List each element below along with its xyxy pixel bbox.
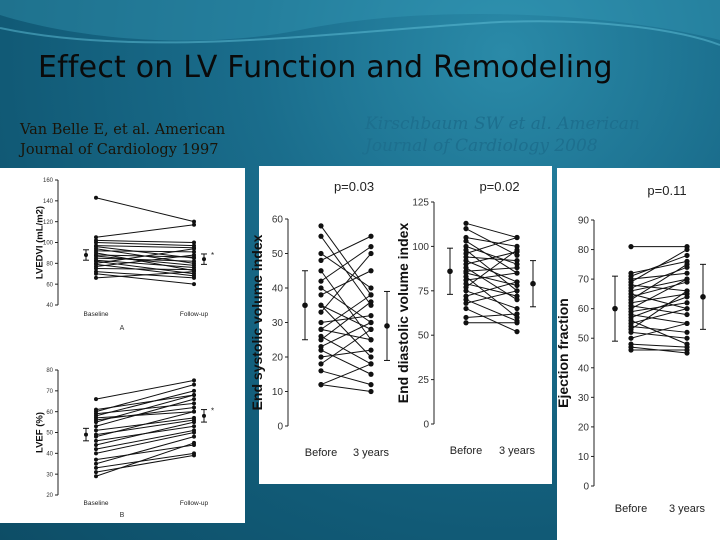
data-point-after — [192, 424, 196, 428]
paired-line — [631, 273, 687, 279]
data-point-after — [514, 247, 519, 252]
x-category-label: Baseline — [83, 311, 109, 318]
chart-group-2 — [249, 179, 390, 459]
data-point-before — [94, 447, 98, 451]
mean-marker — [530, 281, 536, 287]
data-point-after — [192, 393, 196, 397]
y-axis-label: LVEF (%) — [34, 412, 46, 453]
paired-line — [96, 445, 194, 460]
chart-svg-panel0 — [0, 168, 245, 355]
x-category-label: 3 years — [668, 503, 706, 515]
data-point-before — [318, 354, 323, 359]
chart-svg-panel1 — [0, 355, 245, 523]
data-point-after — [192, 223, 196, 227]
y-tick-label: 20 — [46, 493, 53, 500]
paired-line — [631, 261, 687, 273]
data-point-before — [94, 424, 98, 428]
data-point-after — [684, 271, 689, 276]
data-point-after — [684, 306, 689, 311]
data-point-after — [192, 282, 196, 286]
data-point-after — [368, 268, 373, 273]
panel-label: A — [119, 325, 125, 332]
data-point-after — [684, 247, 689, 252]
data-point-after — [514, 329, 519, 334]
data-point-after — [192, 397, 196, 401]
data-point-before — [318, 258, 323, 263]
paired-line — [96, 385, 194, 412]
x-category-label: Follow-up — [179, 500, 209, 507]
data-point-before — [94, 397, 98, 401]
data-point-before — [318, 348, 323, 353]
y-tick-label: 30 — [577, 392, 589, 404]
paired-line — [96, 274, 194, 284]
data-point-before — [94, 196, 98, 200]
data-point-before — [318, 303, 323, 308]
chart-ejection-fraction — [557, 168, 720, 540]
y-tick-label: 160 — [42, 178, 53, 185]
y-axis-label: Ejection fraction — [555, 298, 571, 408]
paired-line — [321, 316, 371, 323]
data-point-after — [192, 378, 196, 382]
data-point-before — [94, 428, 98, 432]
data-point-after — [684, 330, 689, 335]
data-point-after — [368, 313, 373, 318]
data-point-after — [368, 382, 373, 387]
y-tick-label: 100 — [42, 240, 53, 247]
data-point-after — [192, 431, 196, 435]
data-point-before — [94, 272, 98, 276]
data-point-before — [318, 285, 323, 290]
data-point-after — [514, 320, 519, 325]
y-tick-label: 25 — [417, 375, 429, 387]
data-point-before — [463, 238, 468, 243]
p-value-label: p=0.02 — [479, 179, 520, 194]
paired-line — [321, 385, 371, 392]
data-point-after — [368, 389, 373, 394]
paired-line — [96, 198, 194, 222]
data-point-before — [463, 320, 468, 325]
data-point-after — [684, 347, 689, 352]
mean-marker — [84, 433, 88, 437]
mean-marker — [447, 268, 453, 274]
paired-line — [96, 243, 194, 246]
x-category-label: 3 years — [352, 447, 390, 459]
data-point-before — [94, 443, 98, 447]
data-point-before — [318, 368, 323, 373]
y-tick-label: 125 — [412, 197, 429, 209]
paired-line — [631, 323, 687, 338]
data-point-before — [318, 223, 323, 228]
y-tick-label: 40 — [46, 451, 53, 458]
data-point-before — [94, 439, 98, 443]
paired-line — [321, 336, 371, 364]
paired-line — [321, 371, 371, 385]
chart-lvedvi — [0, 168, 245, 355]
panel-label: B — [119, 512, 125, 519]
y-tick-label: 80 — [46, 261, 53, 268]
x-category-label: Follow-up — [179, 311, 209, 318]
data-point-after — [514, 265, 519, 270]
paired-line — [466, 291, 517, 303]
data-point-before — [94, 420, 98, 424]
y-tick-label: 100 — [412, 241, 429, 253]
data-point-after — [368, 337, 373, 342]
data-point-after — [368, 251, 373, 256]
data-point-before — [318, 279, 323, 284]
y-tick-label: 120 — [42, 219, 53, 226]
data-point-after — [192, 270, 196, 274]
paired-line — [466, 223, 517, 237]
data-point-before — [463, 288, 468, 293]
data-point-after — [368, 285, 373, 290]
significance-marker: * — [211, 406, 215, 416]
data-point-after — [684, 262, 689, 267]
data-point-after — [514, 270, 519, 275]
paired-line — [96, 225, 194, 237]
data-point-after — [192, 253, 196, 257]
mean-marker — [384, 323, 390, 329]
data-point-after — [684, 277, 689, 282]
paired-line — [321, 295, 371, 330]
chart-group-3 — [395, 179, 536, 457]
paired-line — [631, 344, 687, 347]
paired-line — [321, 236, 371, 260]
data-point-after — [368, 327, 373, 332]
data-point-after — [514, 235, 519, 240]
data-point-after — [514, 306, 519, 311]
paired-line — [631, 332, 687, 338]
data-point-after — [684, 288, 689, 293]
y-tick-label: 140 — [42, 198, 53, 205]
y-axis-label: End diastolic volume index — [395, 222, 411, 404]
y-tick-label: 30 — [271, 318, 283, 329]
data-point-before — [318, 292, 323, 297]
data-point-after — [514, 311, 519, 316]
y-tick-label: 40 — [577, 363, 589, 375]
data-point-after — [368, 299, 373, 304]
paired-line — [96, 269, 194, 270]
mean-marker — [612, 306, 618, 312]
data-point-before — [318, 337, 323, 342]
y-axis-label: End systolic volume index — [249, 234, 265, 411]
p-value-label: p=0.11 — [647, 183, 687, 198]
data-point-before — [94, 474, 98, 478]
y-tick-label: 60 — [46, 409, 53, 416]
data-point-before — [318, 251, 323, 256]
x-category-label: Baseline — [83, 500, 109, 507]
paired-line — [96, 453, 194, 468]
data-point-before — [94, 470, 98, 474]
y-tick-label: 40 — [46, 303, 53, 310]
paired-line — [96, 395, 194, 422]
data-point-after — [192, 420, 196, 424]
y-tick-label: 20 — [271, 352, 283, 364]
y-tick-label: 50 — [417, 330, 429, 342]
mean-marker — [202, 414, 206, 418]
paired-line — [466, 300, 517, 321]
paired-line — [631, 326, 687, 332]
data-point-before — [94, 462, 98, 466]
paired-line — [96, 380, 194, 399]
paired-line — [321, 226, 371, 295]
data-point-after — [192, 435, 196, 439]
chart-group-0 — [34, 178, 214, 332]
y-tick-label: 20 — [577, 422, 589, 434]
citation-right: Kirschbaum SW et al. American Journal of Cardiology 2008 — [365, 114, 640, 156]
data-point-after — [192, 406, 196, 410]
data-point-after — [684, 300, 689, 305]
data-point-after — [684, 253, 689, 258]
data-point-after — [684, 321, 689, 326]
y-tick-label: 50 — [46, 430, 53, 437]
data-point-after — [192, 401, 196, 405]
data-point-before — [318, 320, 323, 325]
data-point-before — [318, 361, 323, 366]
y-axis-label: LVEDVI (mL/m2) — [34, 205, 46, 280]
data-point-after — [368, 234, 373, 239]
y-tick-label: 30 — [46, 472, 53, 479]
paired-line — [96, 240, 194, 242]
chart-lvef — [0, 355, 245, 523]
mean-marker — [700, 294, 706, 300]
data-point-after — [192, 259, 196, 263]
data-point-after — [514, 258, 519, 263]
y-tick-label: 60 — [46, 282, 53, 289]
data-point-after — [368, 320, 373, 325]
y-tick-label: 60 — [577, 304, 589, 316]
mean-marker — [84, 253, 88, 257]
chart-group-1 — [34, 368, 214, 519]
data-point-after — [514, 288, 519, 293]
data-point-after — [368, 348, 373, 353]
data-point-before — [94, 466, 98, 470]
chart-svg-panel4 — [557, 168, 720, 540]
x-category-label: Before — [614, 503, 648, 515]
data-point-after — [684, 312, 689, 317]
y-tick-label: 80 — [46, 368, 53, 375]
data-point-after — [684, 294, 689, 299]
y-tick-label: 10 — [271, 387, 283, 398]
data-point-after — [514, 294, 519, 299]
data-point-after — [192, 410, 196, 414]
citation-left: Van Belle E, et al. American Journal of Cardiology 1997 — [20, 122, 226, 158]
paired-line — [466, 291, 517, 309]
y-tick-label: 75 — [417, 286, 429, 298]
paired-line — [631, 285, 687, 291]
data-point-before — [463, 301, 468, 306]
data-point-before — [318, 268, 323, 273]
y-tick-label: 70 — [46, 388, 53, 395]
data-point-after — [192, 441, 196, 445]
paired-line — [466, 309, 517, 332]
data-point-before — [628, 244, 633, 249]
x-category-label: Before — [449, 445, 483, 457]
y-tick-label: 0 — [277, 421, 283, 433]
p-value-label: p=0.03 — [333, 179, 375, 194]
paired-line — [466, 314, 517, 318]
chart-end-systolic-volume-index — [249, 166, 552, 484]
y-tick-label: 70 — [577, 274, 589, 286]
y-tick-label: 40 — [271, 283, 283, 295]
data-point-before — [318, 382, 323, 387]
y-tick-label: 10 — [577, 451, 589, 463]
data-point-after — [192, 383, 196, 387]
y-tick-label: 90 — [577, 215, 589, 227]
data-point-after — [192, 453, 196, 457]
data-point-before — [94, 276, 98, 280]
data-point-after — [514, 279, 519, 284]
x-category-label: Before — [304, 447, 338, 459]
data-point-before — [463, 306, 468, 311]
data-point-after — [368, 361, 373, 366]
data-point-before — [94, 458, 98, 462]
data-point-after — [192, 389, 196, 393]
data-point-before — [318, 327, 323, 332]
paired-line — [321, 247, 371, 282]
data-point-before — [628, 347, 633, 352]
y-tick-label: 0 — [583, 481, 589, 493]
paired-line — [96, 246, 194, 248]
data-point-before — [463, 221, 468, 226]
mean-marker — [202, 257, 206, 261]
data-point-before — [318, 234, 323, 239]
data-point-before — [463, 226, 468, 231]
data-point-after — [368, 244, 373, 249]
chart-group-4 — [555, 183, 706, 515]
y-tick-label: 0 — [423, 419, 429, 431]
data-point-before — [628, 330, 633, 335]
data-point-after — [192, 276, 196, 280]
y-tick-label: 80 — [577, 245, 589, 257]
paired-line — [631, 264, 687, 299]
y-tick-label: 50 — [271, 249, 283, 260]
data-point-before — [463, 315, 468, 320]
slide-title: Effect on LV Function and Remodeling — [38, 50, 613, 85]
significance-marker: * — [211, 250, 215, 260]
data-point-after — [368, 354, 373, 359]
data-point-before — [318, 310, 323, 315]
chart-svg-panel2 — [249, 166, 552, 484]
data-point-before — [94, 451, 98, 455]
data-point-after — [684, 336, 689, 341]
paired-line — [96, 455, 194, 472]
data-point-before — [628, 336, 633, 341]
data-point-after — [368, 292, 373, 297]
x-category-label: 3 years — [498, 445, 536, 457]
data-point-before — [94, 435, 98, 439]
paired-line — [321, 364, 371, 385]
y-tick-label: 60 — [271, 214, 283, 226]
data-point-after — [368, 372, 373, 377]
mean-marker — [302, 302, 308, 308]
data-point-after — [192, 247, 196, 251]
y-tick-label: 50 — [577, 333, 589, 345]
